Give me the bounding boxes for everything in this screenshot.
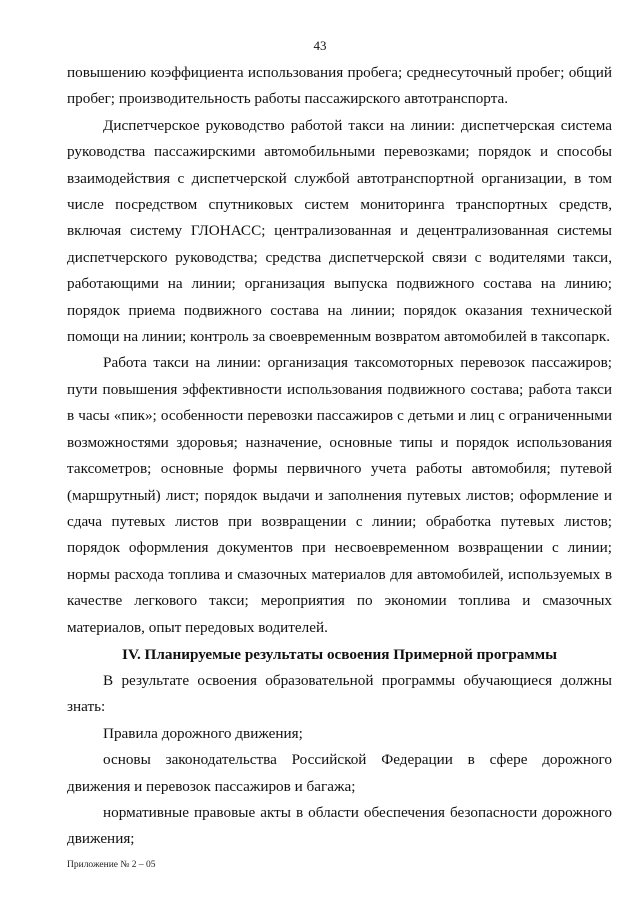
footer-note: Приложение № 2 – 05 — [67, 860, 156, 870]
list-item: Правила дорожного движения; — [103, 724, 303, 742]
list-item: нормативные правовые акты в области обеспечения безопасности дорожного движения; — [67, 803, 612, 848]
paragraph-taxi-work: Работа такси на линии: организация таксомоторных перевозок пассажиров; пути повышения эффективности использования подвижного состава; работа такси в часы «пик»; особенности перевозки пассажиров с детьми и лиц с ограниченными возможностями здоровья; назначение, основные типы и порядок использования таксометров; основные формы первичного учета работы автомобиля; путевой (маршрутный) лист; порядок выдачи и заполнения путевых листов; оформление и сдача путевых листов при возвращении с линии; обработка путевых листов; порядок оформления документов при несвоевременном возвращении с линии; нормы расхода топлива и смазочных материалов для автомобилей, используемых в качестве легкового такси; мероприятия по экономии топлива и смазочных материалов, опыт передовых водителей. — [67, 354, 612, 636]
page-number: 43 — [313, 38, 327, 53]
paragraph-dispatch-management: Диспетчерское руководство работой такси на линии: диспетчерская система руководства пассажирскими автомобильными перевозками; порядок и способы взаимодействия с диспетчерской службой автотранспортной организации, в том числе посредством спутниковых систем мониторинга транспортных средств, включая систему ГЛОНАСС; централизованная и децентрализованная системы диспетчерского руководства; средства диспетчерской связи с водителями такси, работающими на линии; организация выпуска подвижного состава на линию; порядок приема подвижного состава на линии; порядок оказания технической помощи на линии; контроль за своевременным возвратом автомобилей в таксопарк. — [67, 116, 612, 346]
section-intro: В результате освоения образовательной программы обучающиеся должны знать: — [67, 671, 612, 716]
section-heading: IV. Планируемые результаты освоения Примерной программы — [122, 645, 557, 663]
page-content — [67, 60, 612, 853]
paragraph-continuation: повышению коэффициента использования пробега; среднесуточный пробег; общий пробег; производительность работы пассажирского автотранспорта. — [67, 64, 612, 108]
list-item: основы законодательства Российской Федерации в сфере дорожного движения и перевозок пассажиров и багажа; — [67, 751, 612, 795]
